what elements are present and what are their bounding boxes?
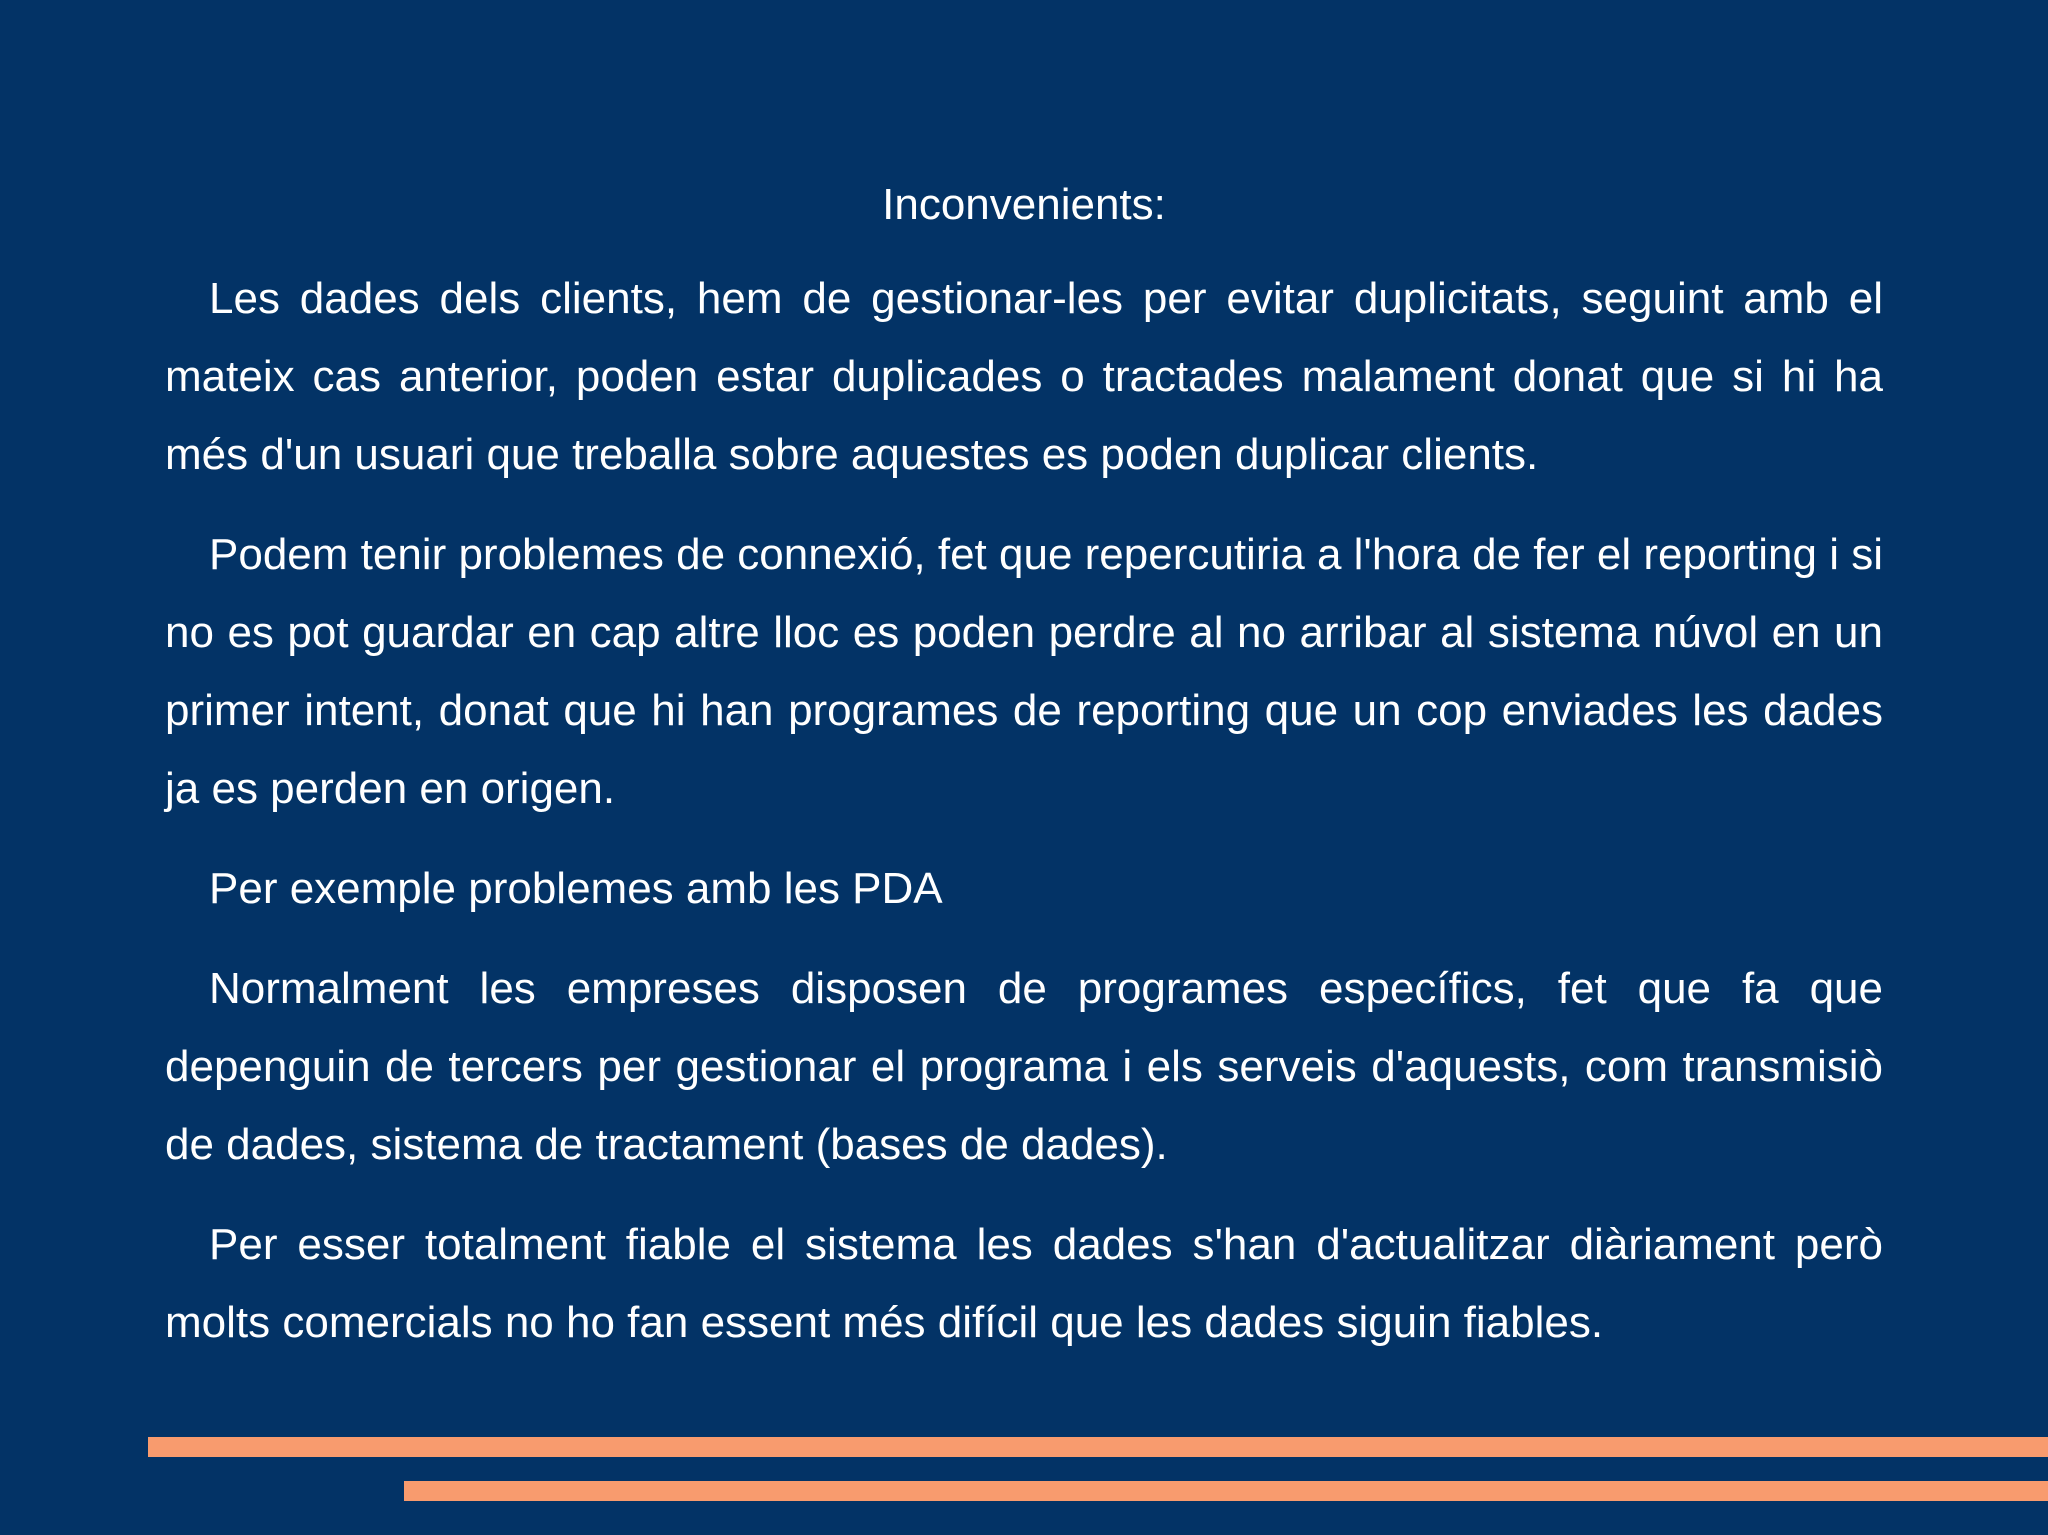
paragraph-daily-update: Per esser totalment fiable el sistema les dades s'han d'actualitzar diàriament però molts comercials no ho fan essent més difícil que les dades siguin fiables.: [165, 1220, 1883, 1347]
paragraph-pda-example: Per exemple problemes amb les PDA: [209, 864, 943, 913]
paragraph-connection-problems: Podem tenir problemes de connexió, fet que repercutiria a l'hora de fer el reporting i si no es pot guardar en cap altre lloc es poden perdre al no arribar al sistema núvol en un primer intent, donat que hi han programes de reporting que un cop enviades les dades ja es perden en origen.: [165, 530, 1883, 813]
paragraph-client-data: Les dades dels clients, hem de gestionar-les per evitar duplicitats, seguint amb el mateix cas anterior, poden estar duplicades o tractades malament donat que si hi ha més d'un usuari que treballa sobre aquestes es poden duplicar clients.: [165, 274, 1883, 479]
slide-title: Inconvenients:: [882, 180, 1166, 229]
decorative-stripe-bottom: [404, 1481, 2048, 1501]
decorative-stripe-top: [148, 1437, 2048, 1457]
slide-content: [165, 172, 1883, 1384]
paragraph-specific-programs: Normalment les empreses disposen de programes específics, fet que fa que depenguin de tercers per gestionar el programa i els serveis d'aquests, com transmisiò de dades, sistema de tractament (bases de dades).: [165, 964, 1883, 1169]
